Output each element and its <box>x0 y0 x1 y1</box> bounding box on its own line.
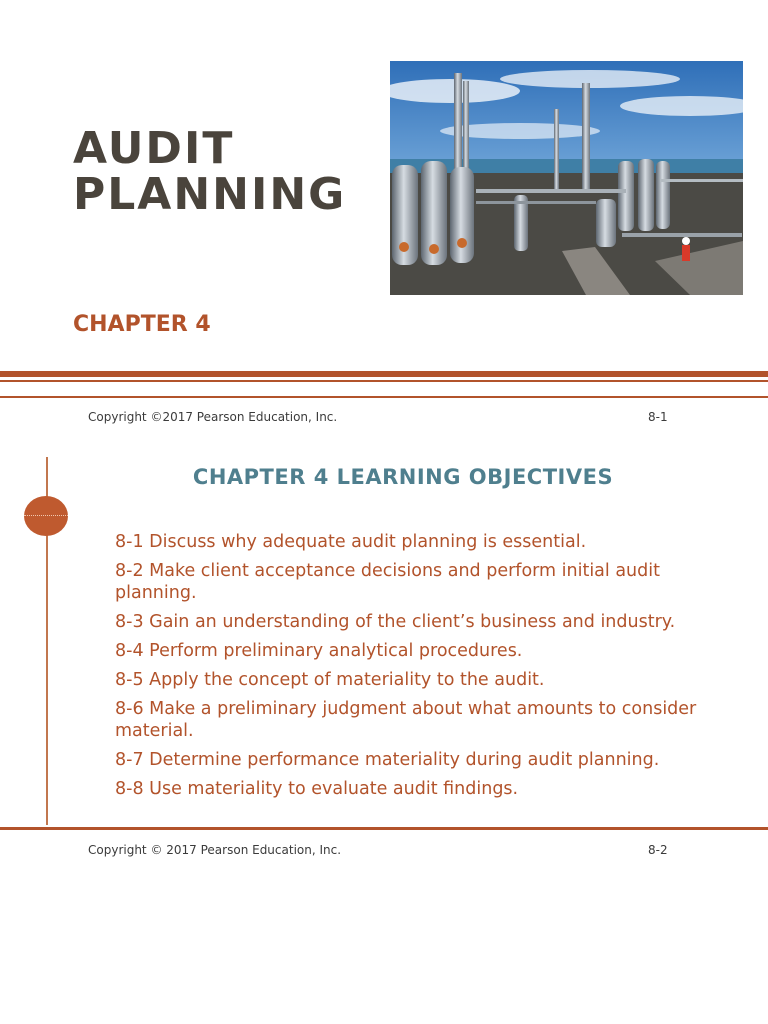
list-item: 8-5 Apply the concept of materiality to the audit. <box>115 670 545 690</box>
divider <box>0 827 768 830</box>
list-item: 8-2 Make client acceptance decisions and perform initial audit planning. <box>115 561 660 603</box>
slide-title-heading: AUDIT PLANNING <box>73 123 347 220</box>
slide-title <box>0 0 768 405</box>
objectives-list <box>115 531 715 807</box>
slide-objectives <box>0 405 768 875</box>
list-item: 8-3 Gain an understanding of the client’s business and industry. <box>115 612 676 632</box>
copyright-text: Copyright ©2017 Pearson Education, Inc. <box>88 410 338 424</box>
decorative-circle <box>24 496 68 536</box>
page-number: 8-1 <box>648 410 668 424</box>
divider <box>0 380 768 382</box>
list-item: 8-6 Make a preliminary judgment about what amounts to consider material. <box>115 699 697 741</box>
page-number: 8-2 <box>648 843 668 857</box>
objectives-heading: CHAPTER 4 LEARNING OBJECTIVES <box>192 465 614 489</box>
copyright-text: Copyright © 2017 Pearson Education, Inc. <box>88 843 342 857</box>
divider <box>0 371 768 377</box>
chapter-label: CHAPTER 4 <box>73 312 211 337</box>
list-item: 8-4 Perform preliminary analytical procedures. <box>115 641 523 661</box>
list-item: 8-7 Determine performance materiality during audit planning. <box>115 750 660 770</box>
industrial-plant-photo <box>390 61 743 295</box>
list-item: 8-8 Use materiality to evaluate audit findings. <box>115 779 519 799</box>
slide-top-border <box>0 396 768 398</box>
list-item: 8-1 Discuss why adequate audit planning is essential. <box>115 532 587 552</box>
